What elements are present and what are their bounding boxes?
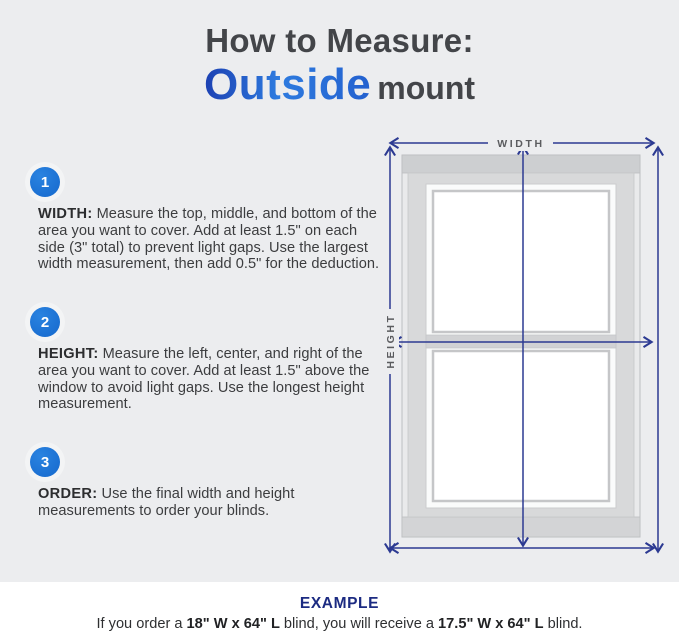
- step-number-badge: 3: [30, 447, 60, 477]
- example-received-size: 17.5" W x 64" L: [438, 616, 544, 632]
- step-description: Measure the top, middle, and bottom of the area you want to cover. Add at least 1.5" on each side (3" total) to prevent light gaps. Use the largest width measurement, then add 0.5" for the deduction.: [38, 206, 380, 273]
- step-label: WIDTH:: [38, 206, 93, 222]
- title-rest-mount: mount: [377, 70, 476, 106]
- step-number-badge: 2: [30, 307, 60, 337]
- step-label: ORDER:: [38, 486, 98, 502]
- example-ordered-size: 18" W x 64" L: [186, 616, 280, 632]
- title-line1: How to Measure:: [205, 22, 474, 59]
- title-accent-outside: Outside: [203, 60, 372, 109]
- example-footer: [0, 582, 679, 644]
- example-mid: blind, you will receive a: [279, 616, 439, 632]
- example-heading: EXAMPLE: [299, 595, 380, 612]
- example-pre: If you order a: [96, 616, 187, 632]
- height-arrow-label: HEIGHT: [385, 313, 397, 369]
- window-illustration: [402, 155, 640, 537]
- step-description: Measure the left, center, and right of the area you want to cover. Add at least 1.5" above the window to avoid light gaps. Use the longest height measurement.: [38, 346, 370, 413]
- window-sill-strip: [402, 517, 640, 537]
- step-number-badge: 1: [30, 167, 60, 197]
- width-arrow-label: WIDTH: [497, 138, 545, 150]
- step-description: Use the final width and height measurements to order your blinds.: [38, 486, 295, 519]
- window-head-strip: [402, 155, 640, 173]
- example-sentence: [0, 616, 679, 632]
- step-label: HEIGHT:: [38, 346, 99, 362]
- window-lower-pane: [433, 351, 609, 501]
- window-upper-pane: [433, 191, 609, 332]
- example-post: blind.: [543, 616, 583, 632]
